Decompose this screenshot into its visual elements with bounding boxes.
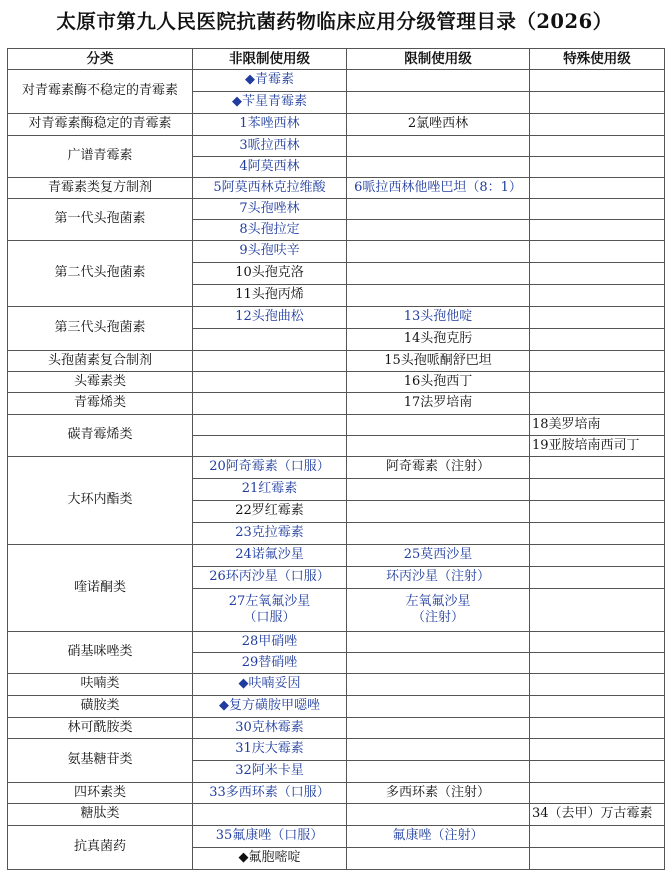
drug-cell: ◆氟胞嘧啶: [193, 848, 347, 870]
empty-cell: [347, 804, 530, 826]
empty-cell: [347, 157, 530, 178]
empty-cell: [530, 157, 665, 178]
category-cell: 碳青霉烯类: [8, 415, 193, 457]
drug-cell: ◆苄星青霉素: [193, 92, 347, 114]
empty-cell: [193, 351, 347, 372]
empty-cell: [347, 674, 530, 696]
empty-cell: [530, 307, 665, 329]
table-row: [8, 826, 665, 848]
header-category: 分类: [8, 49, 193, 70]
empty-cell: [347, 632, 530, 653]
empty-cell: [193, 393, 347, 415]
drug-line: （注射）: [411, 610, 464, 625]
empty-cell: [530, 567, 665, 589]
empty-cell: [530, 589, 665, 632]
drug-cell: 环丙沙星（注射）: [347, 567, 530, 589]
empty-cell: [347, 285, 530, 307]
empty-cell: [530, 220, 665, 241]
category-cell: 青霉素类复方制剂: [8, 178, 193, 199]
empty-cell: [530, 479, 665, 501]
category-cell: 第三代头孢菌素: [8, 307, 193, 351]
page-title: 太原市第九人民医院抗菌药物临床应用分级管理目录（2026）: [56, 10, 613, 33]
empty-cell: [347, 653, 530, 674]
table-row: [8, 674, 665, 696]
empty-cell: [530, 241, 665, 263]
header-special: 特殊使用级: [530, 49, 665, 70]
empty-cell: [347, 241, 530, 263]
drug-cell: 32阿米卡星: [193, 761, 347, 783]
empty-cell: [193, 804, 347, 826]
table-row: [8, 718, 665, 739]
empty-cell: [530, 653, 665, 674]
drug-cell: 35氟康唑（口服）: [193, 826, 347, 848]
empty-cell: [193, 372, 347, 393]
drug-cell: 22罗红霉素: [193, 501, 347, 523]
empty-cell: [347, 523, 530, 545]
empty-cell: [530, 329, 665, 351]
empty-cell: [530, 199, 665, 220]
drug-cell: 29替硝唑: [193, 653, 347, 674]
drug-cell: 15头孢哌酮舒巴坦: [347, 351, 530, 372]
empty-cell: [530, 92, 665, 114]
drug-line: 左氧氟沙星: [405, 593, 471, 609]
table-row: [8, 372, 665, 393]
category-cell: 氨基糖苷类: [8, 739, 193, 783]
drug-cell: ◆青霉素: [193, 70, 347, 92]
table-row: [8, 241, 665, 263]
table-row: [8, 457, 665, 479]
table-row: [8, 70, 665, 92]
antibiotic-table: [7, 48, 665, 870]
category-cell: 大环内酯类: [8, 457, 193, 545]
table-row: [8, 545, 665, 567]
table-row: [8, 804, 665, 826]
empty-cell: [530, 285, 665, 307]
drug-cell: 1苯唑西林: [193, 114, 347, 136]
drug-cell: 24诺氟沙星: [193, 545, 347, 567]
drug-cell: 多西环素（注射）: [347, 783, 530, 804]
empty-cell: [347, 479, 530, 501]
drug-cell: 2氯唑西林: [347, 114, 530, 136]
drug-cell: 19亚胺培南西司丁: [530, 436, 665, 457]
drug-cell: 阿奇霉素（注射）: [347, 457, 530, 479]
drug-cell: 5阿莫西林克拉维酸: [193, 178, 347, 199]
drug-cell: 21红霉素: [193, 479, 347, 501]
empty-cell: [530, 761, 665, 783]
category-cell: 林可酰胺类: [8, 718, 193, 739]
empty-cell: [530, 523, 665, 545]
empty-cell: [530, 674, 665, 696]
drug-cell: 31庆大霉素: [193, 739, 347, 761]
drug-cell: 6哌拉西林他唑巴坦（8：1）: [347, 178, 530, 199]
table-row: [8, 696, 665, 718]
empty-cell: [193, 436, 347, 457]
category-cell: 青霉烯类: [8, 393, 193, 415]
empty-cell: [530, 545, 665, 567]
table-row: [8, 739, 665, 761]
category-cell: 糖肽类: [8, 804, 193, 826]
drug-cell: 氟康唑（注射）: [347, 826, 530, 848]
empty-cell: [530, 848, 665, 870]
empty-cell: [530, 351, 665, 372]
empty-cell: [530, 739, 665, 761]
drug-cell: 12头孢曲松: [193, 307, 347, 329]
empty-cell: [347, 136, 530, 157]
drug-cell: ◆复方磺胺甲噁唑: [193, 696, 347, 718]
empty-cell: [530, 696, 665, 718]
empty-cell: [347, 70, 530, 92]
drug-cell: 17法罗培南: [347, 393, 530, 415]
drug-cell: 4阿莫西林: [193, 157, 347, 178]
empty-cell: [347, 718, 530, 739]
drug-cell: 7头孢唑林: [193, 199, 347, 220]
empty-cell: [530, 783, 665, 804]
category-cell: 呋喃类: [8, 674, 193, 696]
empty-cell: [347, 848, 530, 870]
drug-line: （口服）: [243, 610, 296, 625]
table-row: [8, 415, 665, 436]
drug-cell: 13头孢他啶: [347, 307, 530, 329]
empty-cell: [530, 632, 665, 653]
empty-cell: [530, 393, 665, 415]
drug-cell: 16头孢西丁: [347, 372, 530, 393]
category-cell: 头孢菌素复合制剂: [8, 351, 193, 372]
category-cell: 硝基咪唑类: [8, 632, 193, 674]
empty-cell: [530, 501, 665, 523]
drug-line: 27左氧氟沙星: [228, 593, 311, 609]
category-cell: 广谱青霉素: [8, 136, 193, 178]
category-cell: 第一代头孢菌素: [8, 199, 193, 241]
empty-cell: [530, 136, 665, 157]
drug-cell: 26环丙沙星（口服）: [193, 567, 347, 589]
empty-cell: [530, 372, 665, 393]
drug-cell: [193, 589, 347, 632]
drug-cell: 25莫西沙星: [347, 545, 530, 567]
header-unrestricted: 非限制使用级: [193, 49, 347, 70]
drug-cell: 14头孢克肟: [347, 329, 530, 351]
drug-cell: 20阿奇霉素（口服）: [193, 457, 347, 479]
empty-cell: [347, 199, 530, 220]
table-row: [8, 136, 665, 157]
table-header-row: [8, 49, 665, 70]
table-row: [8, 114, 665, 136]
empty-cell: [530, 826, 665, 848]
drug-cell: 33多西环素（口服）: [193, 783, 347, 804]
empty-cell: [347, 739, 530, 761]
drug-cell: 9头孢呋辛: [193, 241, 347, 263]
empty-cell: [347, 415, 530, 436]
table-row: [8, 351, 665, 372]
table-row: [8, 178, 665, 199]
category-cell: 四环素类: [8, 783, 193, 804]
empty-cell: [530, 457, 665, 479]
empty-cell: [347, 696, 530, 718]
drug-cell: [347, 589, 530, 632]
empty-cell: [530, 114, 665, 136]
drug-cell: 11头孢丙烯: [193, 285, 347, 307]
empty-cell: [530, 263, 665, 285]
empty-cell: [193, 415, 347, 436]
empty-cell: [193, 329, 347, 351]
table-row: [8, 393, 665, 415]
category-cell: 磺胺类: [8, 696, 193, 718]
header-restricted: 限制使用级: [347, 49, 530, 70]
category-cell: 对青霉素酶稳定的青霉素: [8, 114, 193, 136]
drug-cell: 34（去甲）万古霉素: [530, 804, 665, 826]
empty-cell: [347, 220, 530, 241]
table-row: [8, 783, 665, 804]
drug-cell: ◆呋喃妥因: [193, 674, 347, 696]
empty-cell: [347, 761, 530, 783]
category-cell: 喹诺酮类: [8, 545, 193, 632]
category-cell: 头霉素类: [8, 372, 193, 393]
category-cell: 抗真菌药: [8, 826, 193, 870]
drug-cell: 8头孢拉定: [193, 220, 347, 241]
table-row: [8, 307, 665, 329]
drug-cell: 23克拉霉素: [193, 523, 347, 545]
empty-cell: [530, 718, 665, 739]
empty-cell: [530, 70, 665, 92]
empty-cell: [347, 92, 530, 114]
drug-cell: 30克林霉素: [193, 718, 347, 739]
category-cell: 第二代头孢菌素: [8, 241, 193, 307]
drug-cell: 3哌拉西林: [193, 136, 347, 157]
table-row: [8, 632, 665, 653]
empty-cell: [347, 263, 530, 285]
empty-cell: [530, 178, 665, 199]
drug-cell: 10头孢克洛: [193, 263, 347, 285]
empty-cell: [347, 501, 530, 523]
drug-cell: 28甲硝唑: [193, 632, 347, 653]
drug-cell: 18美罗培南: [530, 415, 665, 436]
empty-cell: [347, 436, 530, 457]
table-row: [8, 199, 665, 220]
category-cell: 对青霉素酶不稳定的青霉素: [8, 70, 193, 114]
